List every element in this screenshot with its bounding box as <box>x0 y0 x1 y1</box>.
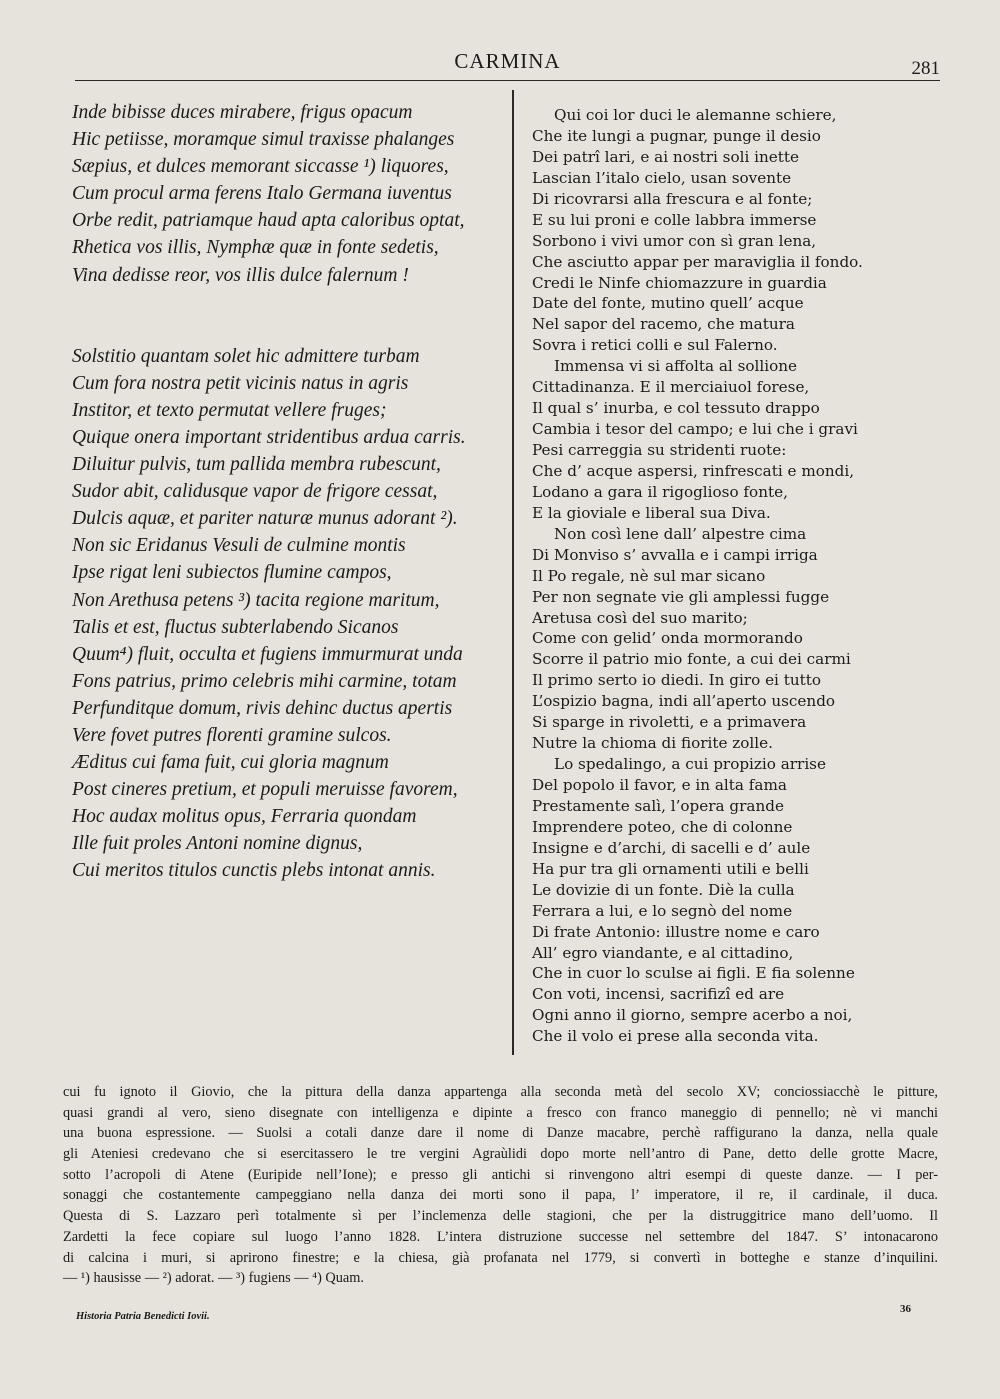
italian-verse-line: Scorre il patrio mio fonte, a cui dei carmi <box>532 650 851 669</box>
latin-verse-line: Cui meritos titulos cunctis plebs intonat annis. <box>72 860 436 882</box>
italian-verse-line: Che asciutto appar per maraviglia il fondo. <box>532 252 863 271</box>
italian-verse-line: Date del fonte, mutino quell’ acque <box>532 294 804 313</box>
italian-verse-line: Ferrara a lui, e lo segnò del nome <box>532 901 793 920</box>
latin-verse-line: Sudor abit, calidusque vapor de frigore cessat, <box>72 481 438 503</box>
latin-verse-line: Ille fuit proles Antoni nomine dignus, <box>72 833 363 855</box>
italian-verse-line: Aretusa così del suo marito; <box>532 608 748 627</box>
latin-verse-line: Hoc audax molitus opus, Ferraria quondam <box>72 806 417 828</box>
italian-verse-line: Il qual s’ inurba, e col tessuto drappo <box>532 399 820 418</box>
latin-verse-line: Non Arethusa petens ³) tacita regione maritum, <box>72 589 440 611</box>
column-divider <box>512 90 514 1055</box>
italian-verse-line: Cittadinanza. E il merciaiuol forese, <box>532 378 810 397</box>
footer-source-line: Historia Patria Benedicti Iovii. <box>76 1311 210 1322</box>
latin-verse-line: Vere fovet putres florenti gramine sulcos. <box>72 724 392 746</box>
italian-verse-line: Che ite lungi a pugnar, punge il desio <box>532 126 821 145</box>
italian-verse-line: Immensa vi si affolta al sollione <box>554 357 797 376</box>
page-number: 281 <box>911 58 940 79</box>
latin-verse-line: Dulcis aquæ, et pariter naturæ munus adorant ²). <box>72 508 458 530</box>
latin-stanza <box>72 99 504 289</box>
latin-verse-line: Diluitur pulvis, tum pallida membra rubescunt, <box>72 454 441 476</box>
italian-verse-line: Nutre la chioma di fiorite zolle. <box>532 734 773 753</box>
italian-verse-line: Di frate Antonio: illustre nome e caro <box>532 922 820 941</box>
italian-verse-line: Pesi carreggia su stridenti ruote: <box>532 441 787 459</box>
italian-verse-line: Prestamente salì, l’opera grande <box>532 796 784 815</box>
italian-verse-line: Come con gelid’ onda mormorando <box>532 629 803 648</box>
latin-verse-line: Sæpius, et dulces memorant siccasse ¹) liquores, <box>72 156 449 178</box>
italian-verse-line: L’ospizio bagna, indi all’aperto uscendo <box>532 692 836 711</box>
footnote-line: — ¹) hausisse — ²) adorat. — ³) fugiens — ⁴) Quam. <box>63 1270 364 1287</box>
footnote-line: sonaggi che costantemente campeggiano nella danza dei morti sono il papa, l’ imperatore, il re, il cardinale, il duca. <box>63 1187 938 1204</box>
latin-verse-line: Solstitio quantam solet hic admittere turbam <box>72 345 420 367</box>
italian-verse-line: Lo spedalingo, a cui propizio arrise <box>554 755 826 774</box>
italian-verse-line: E su lui proni e colle labbra immerse <box>532 210 817 229</box>
italian-verse-line: Nel sapor del racemo, che matura <box>532 315 795 334</box>
latin-stanza <box>72 343 504 885</box>
italian-verse-line: Il Po regale, nè sul mar sicano <box>532 566 766 585</box>
latin-verse-line: Rhetica vos illis, Nymphæ quæ in fonte sedetis, <box>72 237 439 259</box>
italian-verse-line: Qui coi lor duci le alemanne schiere, <box>554 106 837 124</box>
latin-verse-line: Inde bibisse duces mirabere, frigus opacum <box>72 102 413 123</box>
italian-verse-line: Si sparge in rivoletti, e a primavera <box>532 713 807 732</box>
latin-verse-line: Hic petiisse, moramque simul traxisse phalanges <box>72 129 455 151</box>
footnote-line: una buona espressione. — Suolsi a cotali danze dare il nome di Danze macabre, perchè raffigurano la danza, nella quale <box>63 1125 938 1142</box>
signature-mark: 36 <box>900 1303 911 1315</box>
latin-verse-line: Talis et est, fluctus subterlabendo Sicanos <box>72 616 399 638</box>
latin-verse-line: Æditus cui fama fuit, cui gloria magnum <box>72 752 389 774</box>
footnote-line: sotto l’acropoli di Atene (Euripide nell’Ione); e presso gli antichi si rinvengono altri esempi di queste danze. — I per- <box>63 1166 938 1183</box>
italian-verse-line: Con voti, incensi, sacrifizî ed are <box>532 985 785 1004</box>
italian-verse-line: Le dovizie di un fonte. Diè la culla <box>532 880 795 899</box>
italian-verse-line: Non così lene dall’ alpestre cima <box>554 524 807 543</box>
footnote-line: Zardetti la fece copiare sul luogo l’anno 1828. L’intera distruzione successe nel settembre del 1847. S’ intonacarono <box>63 1228 938 1245</box>
italian-verse-line: Del popolo il favor, e in alta fama <box>532 776 787 794</box>
italian-verse-line: Ogni anno il giorno, sempre acerbo a noi, <box>532 1006 853 1025</box>
footnote-line: di calcina i muri, si aprirono finestre; e la chiesa, già profanata nel 1779, si convertì in botteghe e stanze d’inquilini. <box>63 1249 938 1266</box>
latin-verse-line: Vina dedisse reor, vos illis dulce falernum ! <box>72 264 409 286</box>
latin-verse-line: Fons patrius, primo celebris mihi carmine, totam <box>72 670 457 692</box>
italian-verse-line: Insigne e d’archi, di sacelli e d’ aule <box>532 838 811 857</box>
italian-verse-line: Cambia i tesor del campo; e lui che i gravi <box>532 420 858 439</box>
italian-verse-line: Credi le Ninfe chiomazzure in guardia <box>532 273 827 292</box>
running-head <box>75 46 940 81</box>
italian-verse-line: Lodano a gara il rigoglioso fonte, <box>532 482 788 501</box>
italian-verse-line: Di ricovrarsi alla frescura e al fonte; <box>532 189 813 208</box>
italian-verse-line: Sorbono i vivi umor con sì gran lena, <box>532 231 817 250</box>
latin-verse-line: Orbe redit, patriamque haud apta caloribus optat, <box>72 210 465 232</box>
latin-verse-line: Post cineres pretium, et populi meruisse favorem, <box>72 779 458 801</box>
footnote-line: cui fu ignoto il Giovio, che la pittura della danza appartenga alla seconda metà del secolo XV; conciossiacchè le pitture, <box>63 1084 938 1100</box>
italian-verse-line: Ha pur tra gli ornamenti utili e belli <box>532 859 809 878</box>
italian-verse-line: Lascian l’italo cielo, usan sovente <box>532 168 792 187</box>
italian-verse-line: Che d’ acque aspersi, rinfrescati e mondi, <box>532 461 855 480</box>
italian-verse-line: Che il volo ei prese alla seconda vita. <box>532 1027 819 1046</box>
italian-translation-column <box>532 105 932 1047</box>
latin-verse-line: Quique onera important stridentibus ardua carris. <box>72 426 466 448</box>
italian-verse-line: All’ egro viandante, e al cittadino, <box>532 943 794 962</box>
latin-verse-line: Quum⁴) fluit, occulta et fugiens immurmurat unda <box>72 643 463 665</box>
footnote-block <box>63 1082 938 1289</box>
italian-verse-line: Dei patrî lari, e ai nostri soli inette <box>532 147 799 166</box>
italian-verse-line: Imprendere poteo, che di colonne <box>532 817 793 836</box>
latin-verse-line: Cum fora nostra petit vicinis natus in agris <box>72 372 409 394</box>
running-title: CARMINA <box>454 49 561 73</box>
latin-verse-line: Perfunditque domum, rivis dehinc ductus apertis <box>72 697 453 719</box>
italian-verse-line: Che in cuor lo sculse ai figli. E fia solenne <box>532 964 855 983</box>
italian-verse-line: Per non segnate vie gli amplessi fugge <box>532 587 830 606</box>
italian-verse-line: Il primo serto io diedi. In giro ei tutto <box>532 671 821 690</box>
latin-verse-line: Ipse rigat leni subiectos flumine campos, <box>72 562 392 584</box>
italian-verse-line: Sovra i retici colli e sul Falerno. <box>532 336 778 355</box>
latin-verse-line: Institor, et texto permutat vellere fruges; <box>72 399 387 421</box>
latin-poem-column <box>72 99 504 885</box>
footnote-line: quasi grandi al vero, sieno disegnate con intelligenza e dipinte a fresco con franco maneggio di pennello; nè vi manchi <box>63 1104 938 1121</box>
italian-verse-line: Di Monviso s’ avvalla e i campi irriga <box>532 545 818 564</box>
italian-verse-line: E la gioviale e liberal sua Diva. <box>532 503 771 522</box>
latin-verse-line: Cum procul arma ferens Italo Germana iuventus <box>72 183 452 205</box>
footnote-line: Questa di S. Lazzaro perì totalmente sì per l’inclemenza delle stagioni, che per la distruggitrice mano dell’uomo. Il <box>63 1208 938 1225</box>
latin-verse-line: Non sic Eridanus Vesuli de culmine montis <box>72 535 406 557</box>
footnote-line: gli Ateniesi credevano che si esercitassero le tre vergini Agraùlidi dopo morte nell’antro di Pane, detto delle grotte Macre, <box>63 1146 938 1163</box>
